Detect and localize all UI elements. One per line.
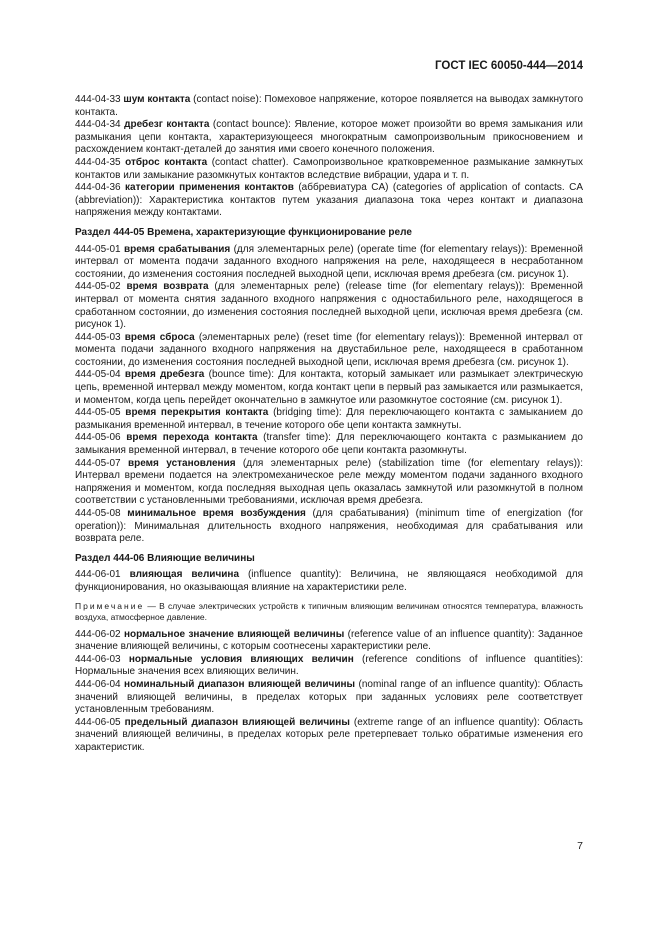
term-entry	[75, 458, 583, 508]
term-entry	[75, 508, 583, 546]
term-entry	[75, 432, 583, 457]
term-entry	[75, 717, 583, 755]
page-number: 7	[577, 840, 583, 852]
entry-number: 444-05-04	[75, 369, 121, 381]
entry-term: время возврата	[126, 281, 209, 293]
entry-number: 444-04-35	[75, 156, 121, 168]
section-heading-444-06: Раздел 444-06 Влияющие величины	[75, 552, 255, 564]
entries-block-06b	[75, 629, 583, 755]
entry-definition: (bridging time): Для переключающего контакта с замыканием до размыкания временной интервал, в течение которого обе цепи контакта замкнуты.	[75, 407, 583, 431]
note-text: — В случае электрических устройств к типичным влияющим величинам относятся температура, влажность воздуха, атмосферное давление.	[75, 600, 583, 622]
entry-term: дребезг контакта	[124, 119, 210, 131]
entry-number: 444-05-01	[75, 243, 121, 255]
entry-term: отброс контакта	[125, 156, 208, 168]
term-entry	[75, 182, 583, 220]
entry-definition: (contact bounce): Явление, которое может произойти во время замыкания или размыкания цепи контакта, характеризующееся многократным самопроизвольным прикосновением и расхождением контакт-деталей до занятия ими своего конечного положения.	[75, 119, 584, 156]
entry-definition: (аббревиатура CA) (categories of application of contacts. CA (abbreviation)): Характеристика контактов путем указания диапазона тока через контакт и диапазона напряжения между контактами.	[75, 182, 584, 219]
entry-term: предельный диапазон влияющей величины	[124, 716, 350, 728]
entries-block-06a	[75, 569, 583, 594]
entry-number: 444-06-04	[75, 678, 121, 690]
entry-definition: (bounce time): Для контакта, который замыкает или размыкает электрическую цепь, временной интервал между моментом, когда контакт цепи в первый раз замыкается или размыкается, и моментом, когда цепь перейдет окончательно в замкнутое или разомкнутое состояние (см. рисунок 1).	[75, 369, 583, 406]
section-heading-444-05: Раздел 444-05 Времена, характеризующие функционирование реле	[75, 226, 412, 238]
term-entry	[75, 332, 583, 370]
entry-definition: (nominal range of an influence quantity): Область значений влияющей величины, в пределах которых при заданных условиях реле соответствует установленным требованиям.	[75, 678, 583, 716]
term-entry	[75, 369, 583, 407]
entry-definition: (для элементарных реле) (stabilization time (for elementary relays)): Интервал времени подается на электромеханическое реле между моментом подачи заданного входного напряжения и моментом, когда последняя выходная цепь оказалась замкнутой или разомкнутой в полном соответствии с установленными требованиями, исключая время дребезга.	[75, 457, 584, 507]
entry-definition: (contact chatter). Самопроизвольное кратковременное размыкание замкнутых контактов или замыкание разомкнутых контактов вследствие вибрации, удара и т. п.	[75, 156, 583, 181]
entry-term: время перекрытия контакта	[125, 407, 269, 419]
entry-definition: (influence quantity): Величина, не являющаяся необходимой для функционирования, но оказывающая влияние на характеристики реле.	[75, 569, 583, 593]
entry-term: влияющая величина	[129, 569, 240, 581]
entry-definition: (contact noise): Помеховое напряжение, которое появляется на выводах замкнутого контакта.	[75, 94, 583, 118]
entry-definition: (для элементарных реле) (operate time (for elementary relays)): Временной интервал от момента подачи заданного входного напряжения на реле, находящееся в несработанном состоянии, до изменения состояния последней выходной цепи, исключая время дребезга (см. рисунок 1).	[75, 243, 584, 280]
document-body	[75, 94, 583, 755]
term-entry	[75, 157, 583, 182]
entry-definition: (reference conditions of influence quantities): Нормальные значения всех влияющих величин.	[75, 653, 583, 678]
entry-number: 444-04-34	[75, 119, 121, 131]
entry-number: 444-05-05	[75, 407, 121, 419]
entry-definition: (extreme range of an influence quantity): Область значений влияющей величины, в пределах которых реле претерпевает только обратимые изменения его характеристик.	[75, 716, 583, 753]
term-entry	[75, 94, 583, 119]
term-entry	[75, 629, 583, 654]
entry-number: 444-06-01	[75, 569, 121, 581]
entry-term: время срабатывания	[123, 243, 231, 255]
entry-term: время перехода контакта	[126, 432, 258, 444]
term-entry	[75, 281, 583, 331]
term-entry	[75, 569, 583, 594]
entries-block-05	[75, 244, 583, 546]
term-entry	[75, 244, 583, 282]
note-paragraph	[75, 601, 583, 623]
entry-term: время установления	[127, 457, 236, 469]
term-entry	[75, 654, 583, 679]
entry-definition: (transfer time): Для переключающего контакта с размыканием до замыкания временной интервал, в течение которого обе цепи контакта разомкнуты.	[75, 432, 583, 457]
entry-definition: (reference value of an influence quantity): Заданное значение влияющей величины, с которым соотнесены характеристики реле.	[75, 628, 583, 653]
document-header: ГОСТ IEC 60050-444—2014	[435, 60, 583, 72]
entry-number: 444-05-03	[75, 331, 121, 343]
entry-term: номинальный диапазон влияющей величины	[124, 678, 356, 690]
entry-term: минимальное время возбуждения	[127, 508, 306, 519]
term-entry	[75, 119, 583, 157]
term-entry	[75, 407, 583, 432]
entry-number: 444-05-06	[75, 432, 121, 444]
entry-number: 444-05-07	[75, 457, 121, 469]
entry-definition: (элементарных реле) (reset time (for elementary relays)): Временной интервал от момента подачи заданного входного напряжения на двустабильное реле, находящееся в сработанном состоянии, до изменения состояния последней выходной цепи, исключая время дребезга (см. рисунок 1).	[75, 331, 583, 368]
entry-number: 444-06-02	[75, 628, 121, 640]
entry-definition: (для срабатывания) (minimum time of energization (for operation)): Минимальная длительность входного напряжения, необходимая для срабатывания или возврата реле.	[75, 508, 584, 545]
entry-number: 444-05-08	[75, 508, 121, 519]
note-label: Примечание	[75, 600, 145, 611]
entry-number: 444-05-02	[75, 281, 121, 293]
entry-term: категории применения контактов	[125, 182, 294, 194]
entry-number: 444-04-33	[75, 94, 121, 105]
entry-number: 444-06-05	[75, 716, 121, 728]
entries-block-04	[75, 94, 583, 220]
entry-number: 444-06-03	[75, 653, 121, 665]
entry-term: время сброса	[124, 331, 195, 343]
entry-term: время дребезга	[124, 369, 205, 381]
entry-term: шум контакта	[123, 94, 191, 105]
entry-number: 444-04-36	[75, 182, 121, 194]
entry-term: нормальное значение влияющей величины	[123, 628, 345, 640]
entry-term: нормальные условия влияющих величин	[128, 653, 354, 665]
entry-definition: (для элементарных реле) (release time (for elementary relays)): Временной интервал от момента снятия заданного входного напряжения с одностабильного реле, находящегося в сработанном состоянии, до изменения состояния последней выходной цепи, исключая время дребезга (см. рисунок 1).	[75, 281, 584, 331]
term-entry	[75, 679, 583, 717]
